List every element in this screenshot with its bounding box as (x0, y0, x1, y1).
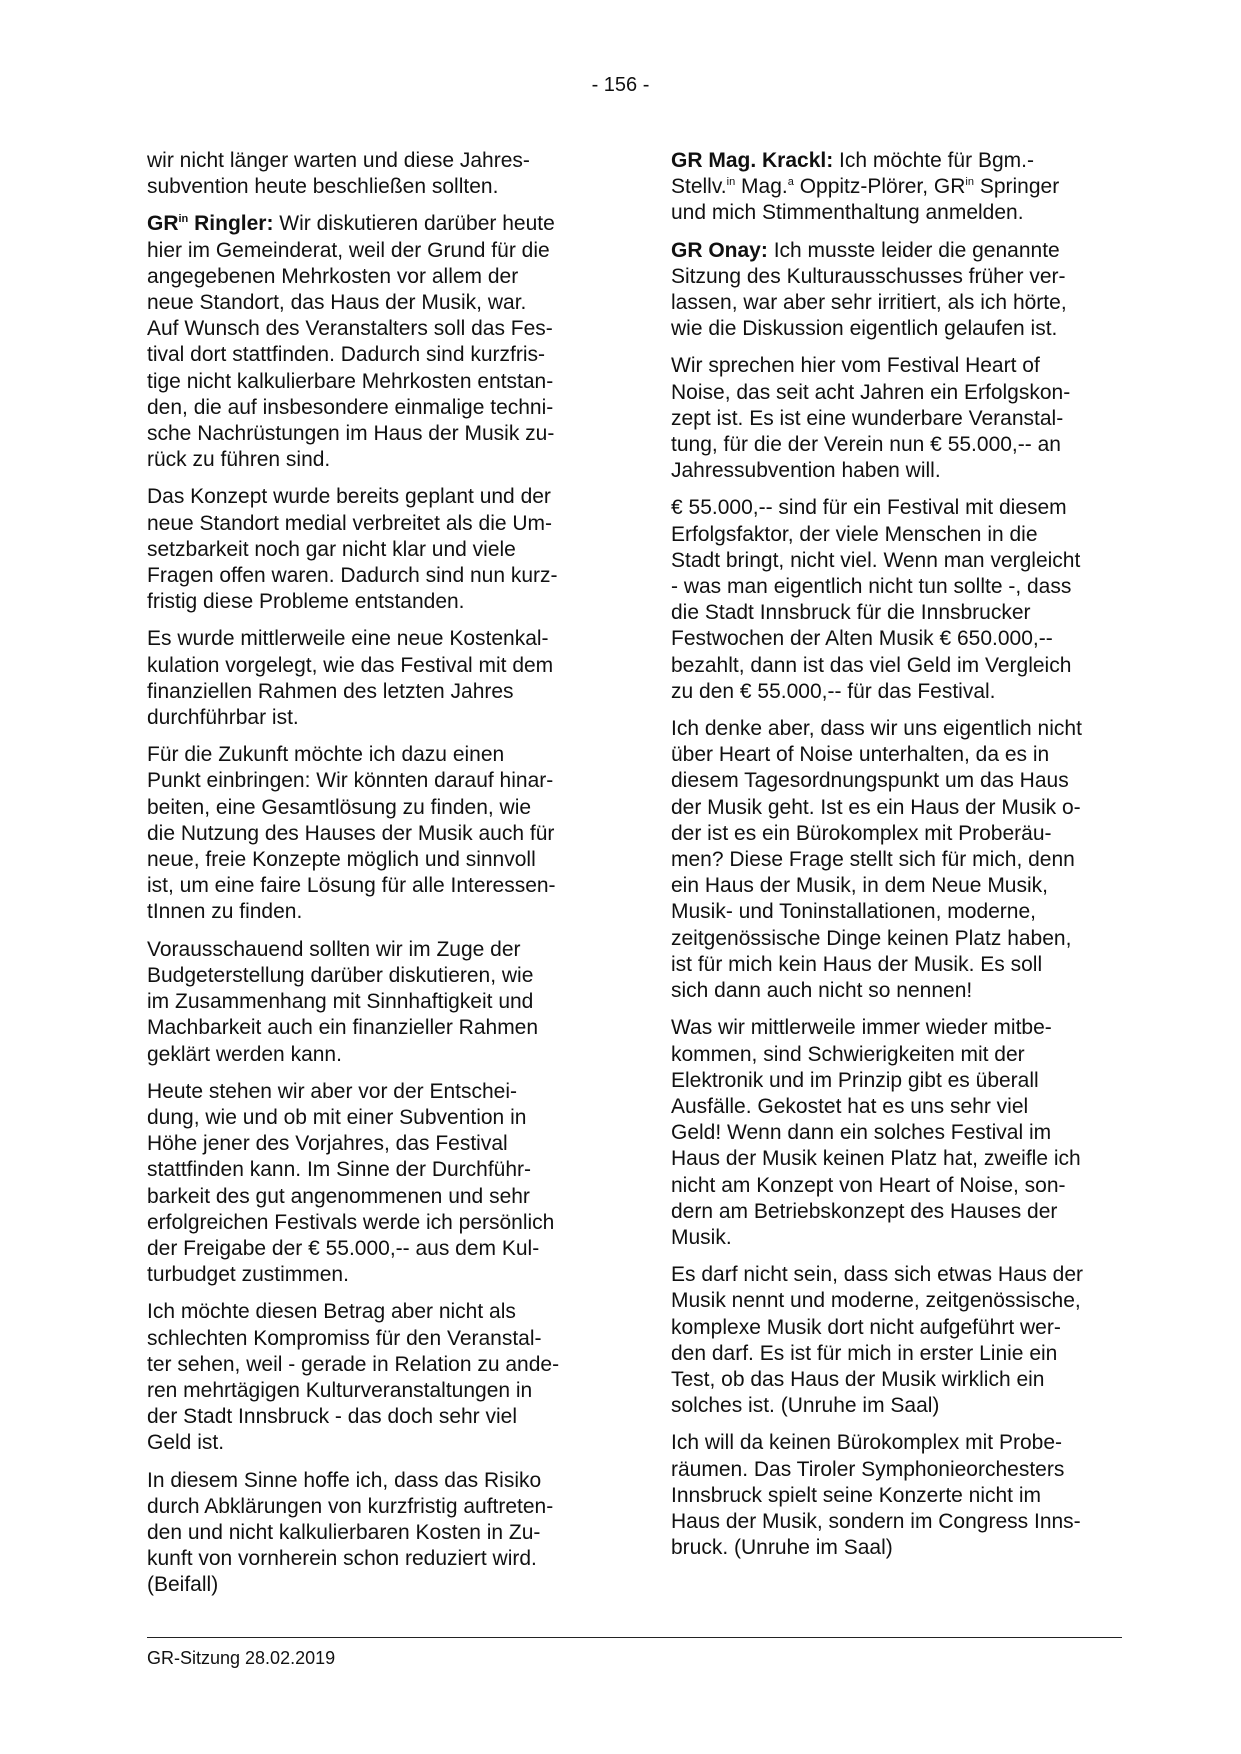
paragraph: Ich denke aber, dass wir uns eigentlich nicht über Heart of Noise unterhalten, da es in diesem Tagesordnungspunkt um das Haus der Musik geht. Ist es ein Haus der Musik o- der ist es ein Bürokomplex mit Proberäu- men? Diese Frage stellt sich für mich, denn ein Haus der Musik, in dem Neue Musik, Musik- und Toninstallationen, moderne, zeitgenössische Dinge keinen Platz haben, ist für mich kein Haus der Musik. Es soll sich dann auch nicht so nennen! (671, 717, 1082, 1003)
paragraph: wir nicht länger warten und diese Jahres- subvention heute beschließen sollten. (147, 149, 530, 199)
paragraph: Heute stehen wir aber vor der Entschei- dung, wie und ob mit einer Subvention in Höhe jener des Vorjahres, das Festival stattfinden kann. Im Sinne der Durchführ- barkeit des gut angenommenen und sehr erfolgreichen Festivals werde ich persönlich der Freigabe der € 55.000,-- aus dem Kul- turbudget zustimmen. (147, 1079, 555, 1287)
paragraph: Vorausschauend sollten wir im Zuge der Budgeterstellung darüber diskutieren, wie im Zusammenhang mit Sinnhaftigkeit und Machbarkeit auch ein finanzieller Rahmen geklärt werden kann. (147, 937, 539, 1066)
speaker-name: GR Onay: (671, 238, 768, 262)
paragraph: Es wurde mittlerweile eine neue Kostenkal- kulation vorgelegt, wie das Festival mit dem finanziellen Rahmen des letzten Jahres durchführbar ist. (147, 627, 554, 730)
speaker-surname: Ringler: (188, 212, 274, 236)
paragraph: In diesem Sinne hoffe ich, dass das Risiko durch Abklärungen von kurzfristig auftreten- den und nicht kalkulierbaren Kosten in Zu- kunft von vornherein schon reduziert wird. (Beifall) (147, 1468, 554, 1597)
paragraph: Für die Zukunft möchte ich dazu einen Punkt einbringen: Wir könnten darauf hinar- beiten, eine Gesamtlösung zu finden, wie die Nutzung des Hauses der Musik auch für neue, freie Konzepte möglich und sinnvoll ist, um eine faire Lösung für alle Interessen- tInnen zu finden. (147, 743, 556, 924)
paragraph: Was wir mittlerweile immer wieder mitbe- kommen, sind Schwierigkeiten mit der Elektronik und im Prinzip gibt es überall Ausfälle. Gekostet hat es uns sehr viel Geld! Wenn dann ein solches Festival im Haus der Musik keinen Platz hat, zweifle ich nicht am Konzept von Heart of Noise, son- dern am Betriebskonzept des Hauses der Musik. (671, 1016, 1081, 1249)
paragraph: Es darf nicht sein, dass sich etwas Haus der Musik nennt und moderne, zeitgenössische, komplexe Musik dort nicht aufgeführt wer- den darf. Es ist für mich in erster Linie ein Test, ob das Haus der Musik wirklich ein solches ist. (Unruhe im Saal) (671, 1263, 1084, 1418)
speaker-name: GR Mag. Krackl: (671, 149, 834, 172)
paragraph-speaker-ringler (147, 211, 612, 473)
speech-text: Springer und mich Stimmenthaltung anmelden. (671, 175, 1060, 225)
paragraph-speaker-onay (671, 238, 1136, 343)
paragraph-speaker-krackl (671, 148, 1136, 227)
footer-divider (147, 1637, 1122, 1638)
paragraph: Ich möchte diesen Betrag aber nicht als schlechten Kompromiss für den Veranstal- ter sehen, weil - gerade in Relation zu ande- ren mehrtägigen Kulturveranstaltungen in der Stadt Innsbruck - das doch sehr viel Geld ist. (147, 1300, 560, 1455)
speaker-prefix: GR (147, 212, 179, 236)
superscript: in (965, 176, 974, 189)
paragraph: Wir sprechen hier vom Festival Heart of Noise, das seit acht Jahren ein Erfolgskon- zept ist. Es ist eine wunderbare Veranstal- tung, für die der Verein nun € 55.000,-- an Jahressubvention haben will. (671, 354, 1071, 483)
speech-text: Oppitz-Plörer, GR (793, 175, 966, 199)
speech-text: Ich musste leider die genannte Sitzung des Kulturausschusses früher ver- lassen, war aber sehr irritiert, als ich hörte, wie die Diskussion eigentlich gelaufen ist. (671, 238, 1067, 341)
page-number: - 156 - (591, 74, 650, 96)
speech-text: Ich möchte für Bgm.- Stellv. (671, 149, 1034, 199)
paragraph: € 55.000,-- sind für ein Festival mit diesem Erfolgsfaktor, der viele Menschen in die Stadt bringt, nicht viel. Wenn man vergleicht - was man eigentlich nicht tun sollte -, dass die Stadt Innsbruck für die Innsbrucker Festwochen der Alten Musik € 650.000,-- bezahlt, dann ist das viel Geld im Vergleich zu den € 55.000,-- für das Festival. (671, 496, 1081, 703)
superscript: a (787, 176, 794, 189)
paragraph: Das Konzept wurde bereits geplant und der neue Standort medial verbreitet als die Um- setzbarkeit noch gar nicht klar und viele Fragen offen waren. Dadurch sind nun kurz- fristig diese Probleme entstanden. (147, 485, 558, 614)
right-column (671, 148, 1136, 1572)
speech-text: Wir diskutieren darüber heute hier im Gemeinderat, weil der Grund für die angegebenen Mehrkosten vor allem der neue Standort, das Haus der Musik, war. Auf Wunsch des Veranstalters soll das Fes- tival dort stattfinden. Dadurch sind kurzfris- tige nicht kalkulierbare Mehrkosten entstan- den, die auf insbesondere einmalige techni- sche Nachrüstungen im Haus der Musik zu- rück zu führen sind. (147, 212, 555, 472)
superscript: in (726, 176, 736, 189)
left-column (147, 148, 612, 1610)
footer-text: GR-Sitzung 28.02.2019 (147, 1648, 336, 1668)
speech-text: Mag. (735, 175, 788, 199)
superscript: in (178, 213, 189, 226)
paragraph: Ich will da keinen Bürokomplex mit Probe- räumen. Das Tiroler Symphonieorchesters Innsbruck spielt seine Konzerte nicht im Haus der Musik, sondern im Congress Inns- bruck. (Unruhe im Saal) (671, 1431, 1081, 1560)
speaker-name (147, 212, 273, 235)
